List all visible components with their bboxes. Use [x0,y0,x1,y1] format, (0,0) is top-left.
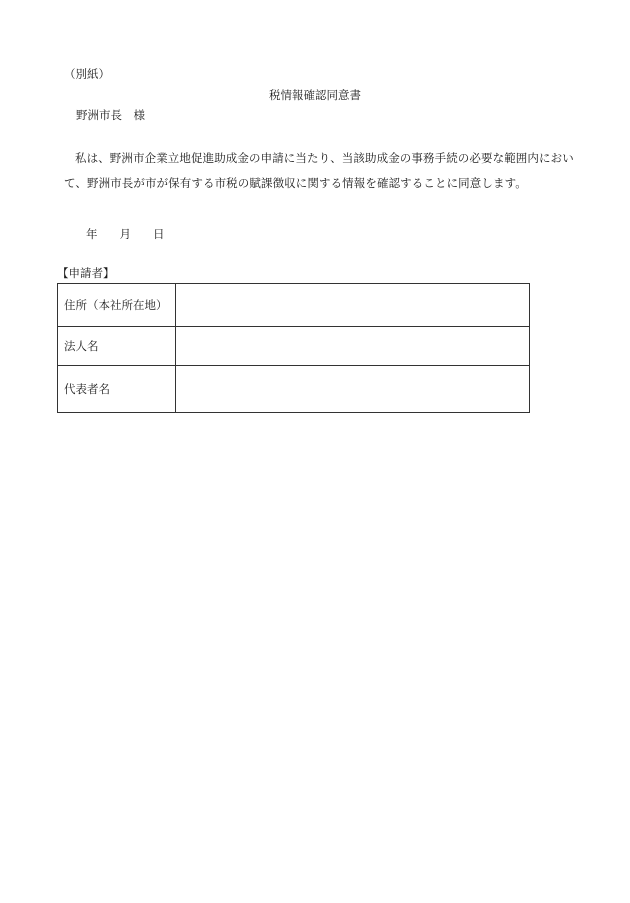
year-label: 年 [86,227,98,241]
annex-label: （別紙） [64,67,110,81]
corporation-name-label: 法人名 [58,327,176,366]
consent-statement: 私は、野洲市企業立地促進助成金の申請に当たり、当該助成金の事務手続の必要な範囲内において、野洲市長が市が保有する市税の賦課徴収に関する情報を確認することに同意します。 [64,151,574,190]
table-row [58,327,530,366]
applicant-heading: 【申請者】 [57,266,115,280]
applicant-table [57,283,530,413]
month-label: 月 [119,227,131,241]
table-row [58,284,530,327]
address-field[interactable] [176,284,530,327]
representative-name-field[interactable] [176,366,530,413]
address-label: 住所（本社所在地） [58,284,176,327]
corporation-name-field[interactable] [176,327,530,366]
day-label: 日 [153,227,165,241]
representative-name-label: 代表者名 [58,366,176,413]
document-title: 税情報確認同意書 [269,88,361,102]
table-row [58,366,530,413]
date-line [86,226,165,242]
addressee: 野洲市長 様 [76,108,145,122]
